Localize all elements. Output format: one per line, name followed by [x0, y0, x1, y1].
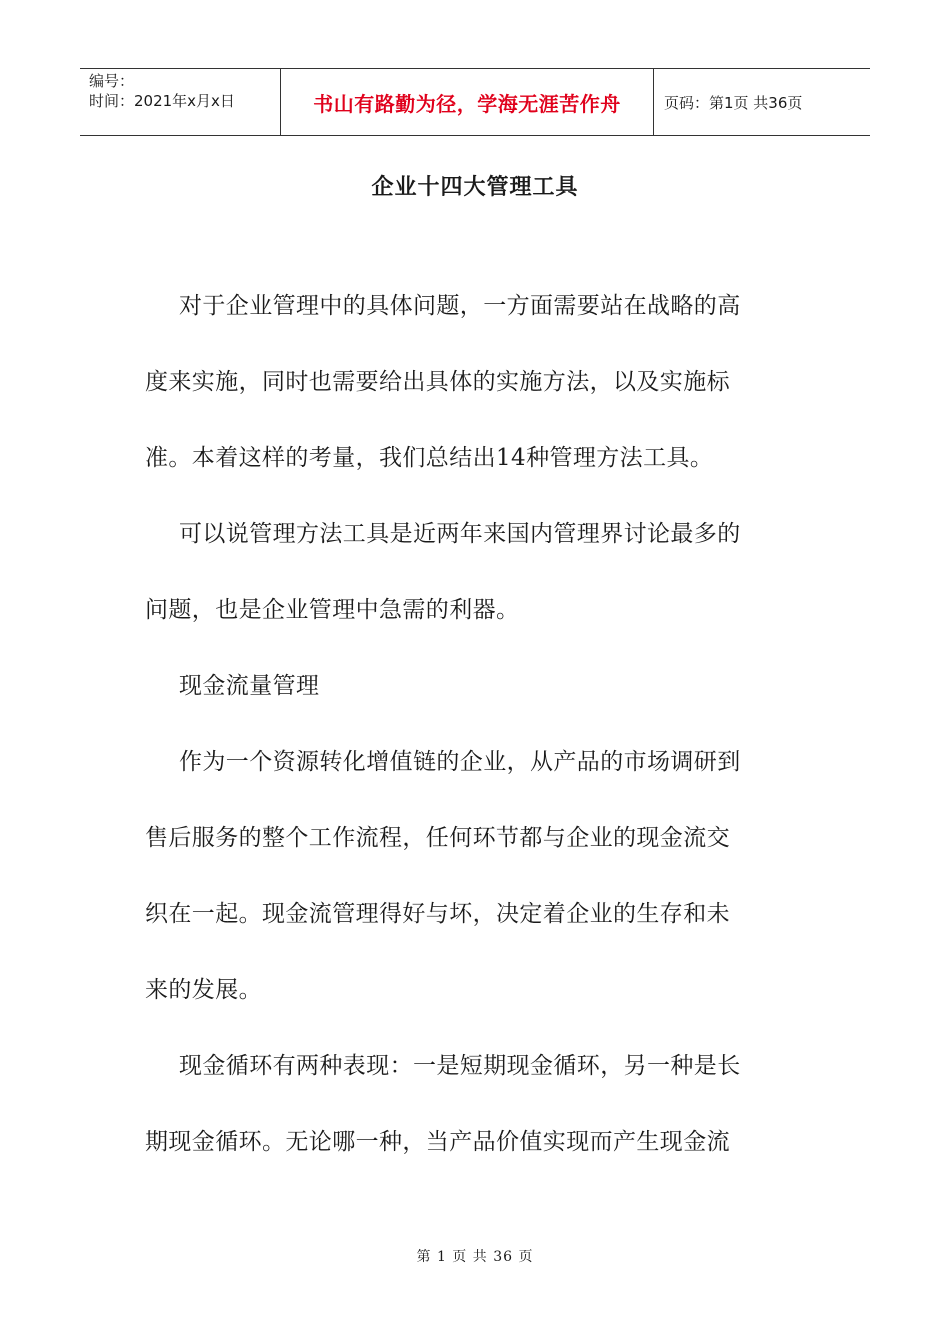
document-body — [145, 282, 805, 1194]
header-motto-cell — [281, 69, 654, 135]
paragraph — [145, 282, 805, 510]
paragraph-line: 织在一起。现金流管理得好与坏，决定着企业的生存和未 — [145, 901, 730, 927]
paragraph-line: 期现金循环。无论哪一种，当产品价值实现而产生现金流 — [145, 1129, 730, 1155]
section-heading-text: 现金流量管理 — [179, 673, 320, 699]
paragraph-line: 对于企业管理中的具体问题，一方面需要站在战略的高 — [179, 293, 741, 319]
header-motto: 书山有路勤为径，学海无涯苦作舟 — [313, 91, 621, 116]
section-heading — [145, 662, 805, 738]
document-number-label: 编号： — [89, 72, 135, 90]
paragraph — [145, 1042, 805, 1194]
document-title: 企业十四大管理工具 — [371, 174, 579, 200]
paragraph-line: 可以说管理方法工具是近两年来国内管理界讨论最多的 — [179, 521, 741, 547]
header-meta-cell — [80, 69, 281, 135]
document-date-label: 时间：2021年x月x日 — [89, 92, 235, 110]
paragraph — [145, 738, 805, 1042]
paragraph-line: 作为一个资源转化增值链的企业，从产品的市场调研到 — [179, 749, 741, 775]
paragraph-line: 现金循环有两种表现：一是短期现金循环，另一种是长 — [179, 1053, 741, 1079]
header-page-cell — [654, 69, 870, 135]
paragraph-line: 问题，也是企业管理中急需的利器。 — [145, 597, 520, 623]
paragraph — [145, 510, 805, 662]
paragraph-line: 准。本着这样的考量，我们总结出14种管理方法工具。 — [145, 445, 714, 471]
paragraph-line: 来的发展。 — [145, 977, 262, 1003]
page-footer: 第 1 页 共 36 页 — [416, 1249, 534, 1265]
paragraph-line: 售后服务的整个工作流程，任何环节都与企业的现金流交 — [145, 825, 730, 851]
paragraph-line: 度来实施，同时也需要给出具体的实施方法，以及实施标 — [145, 369, 730, 395]
header-page-info: 页码：第1页 共36页 — [664, 93, 803, 112]
header-table — [80, 68, 870, 136]
